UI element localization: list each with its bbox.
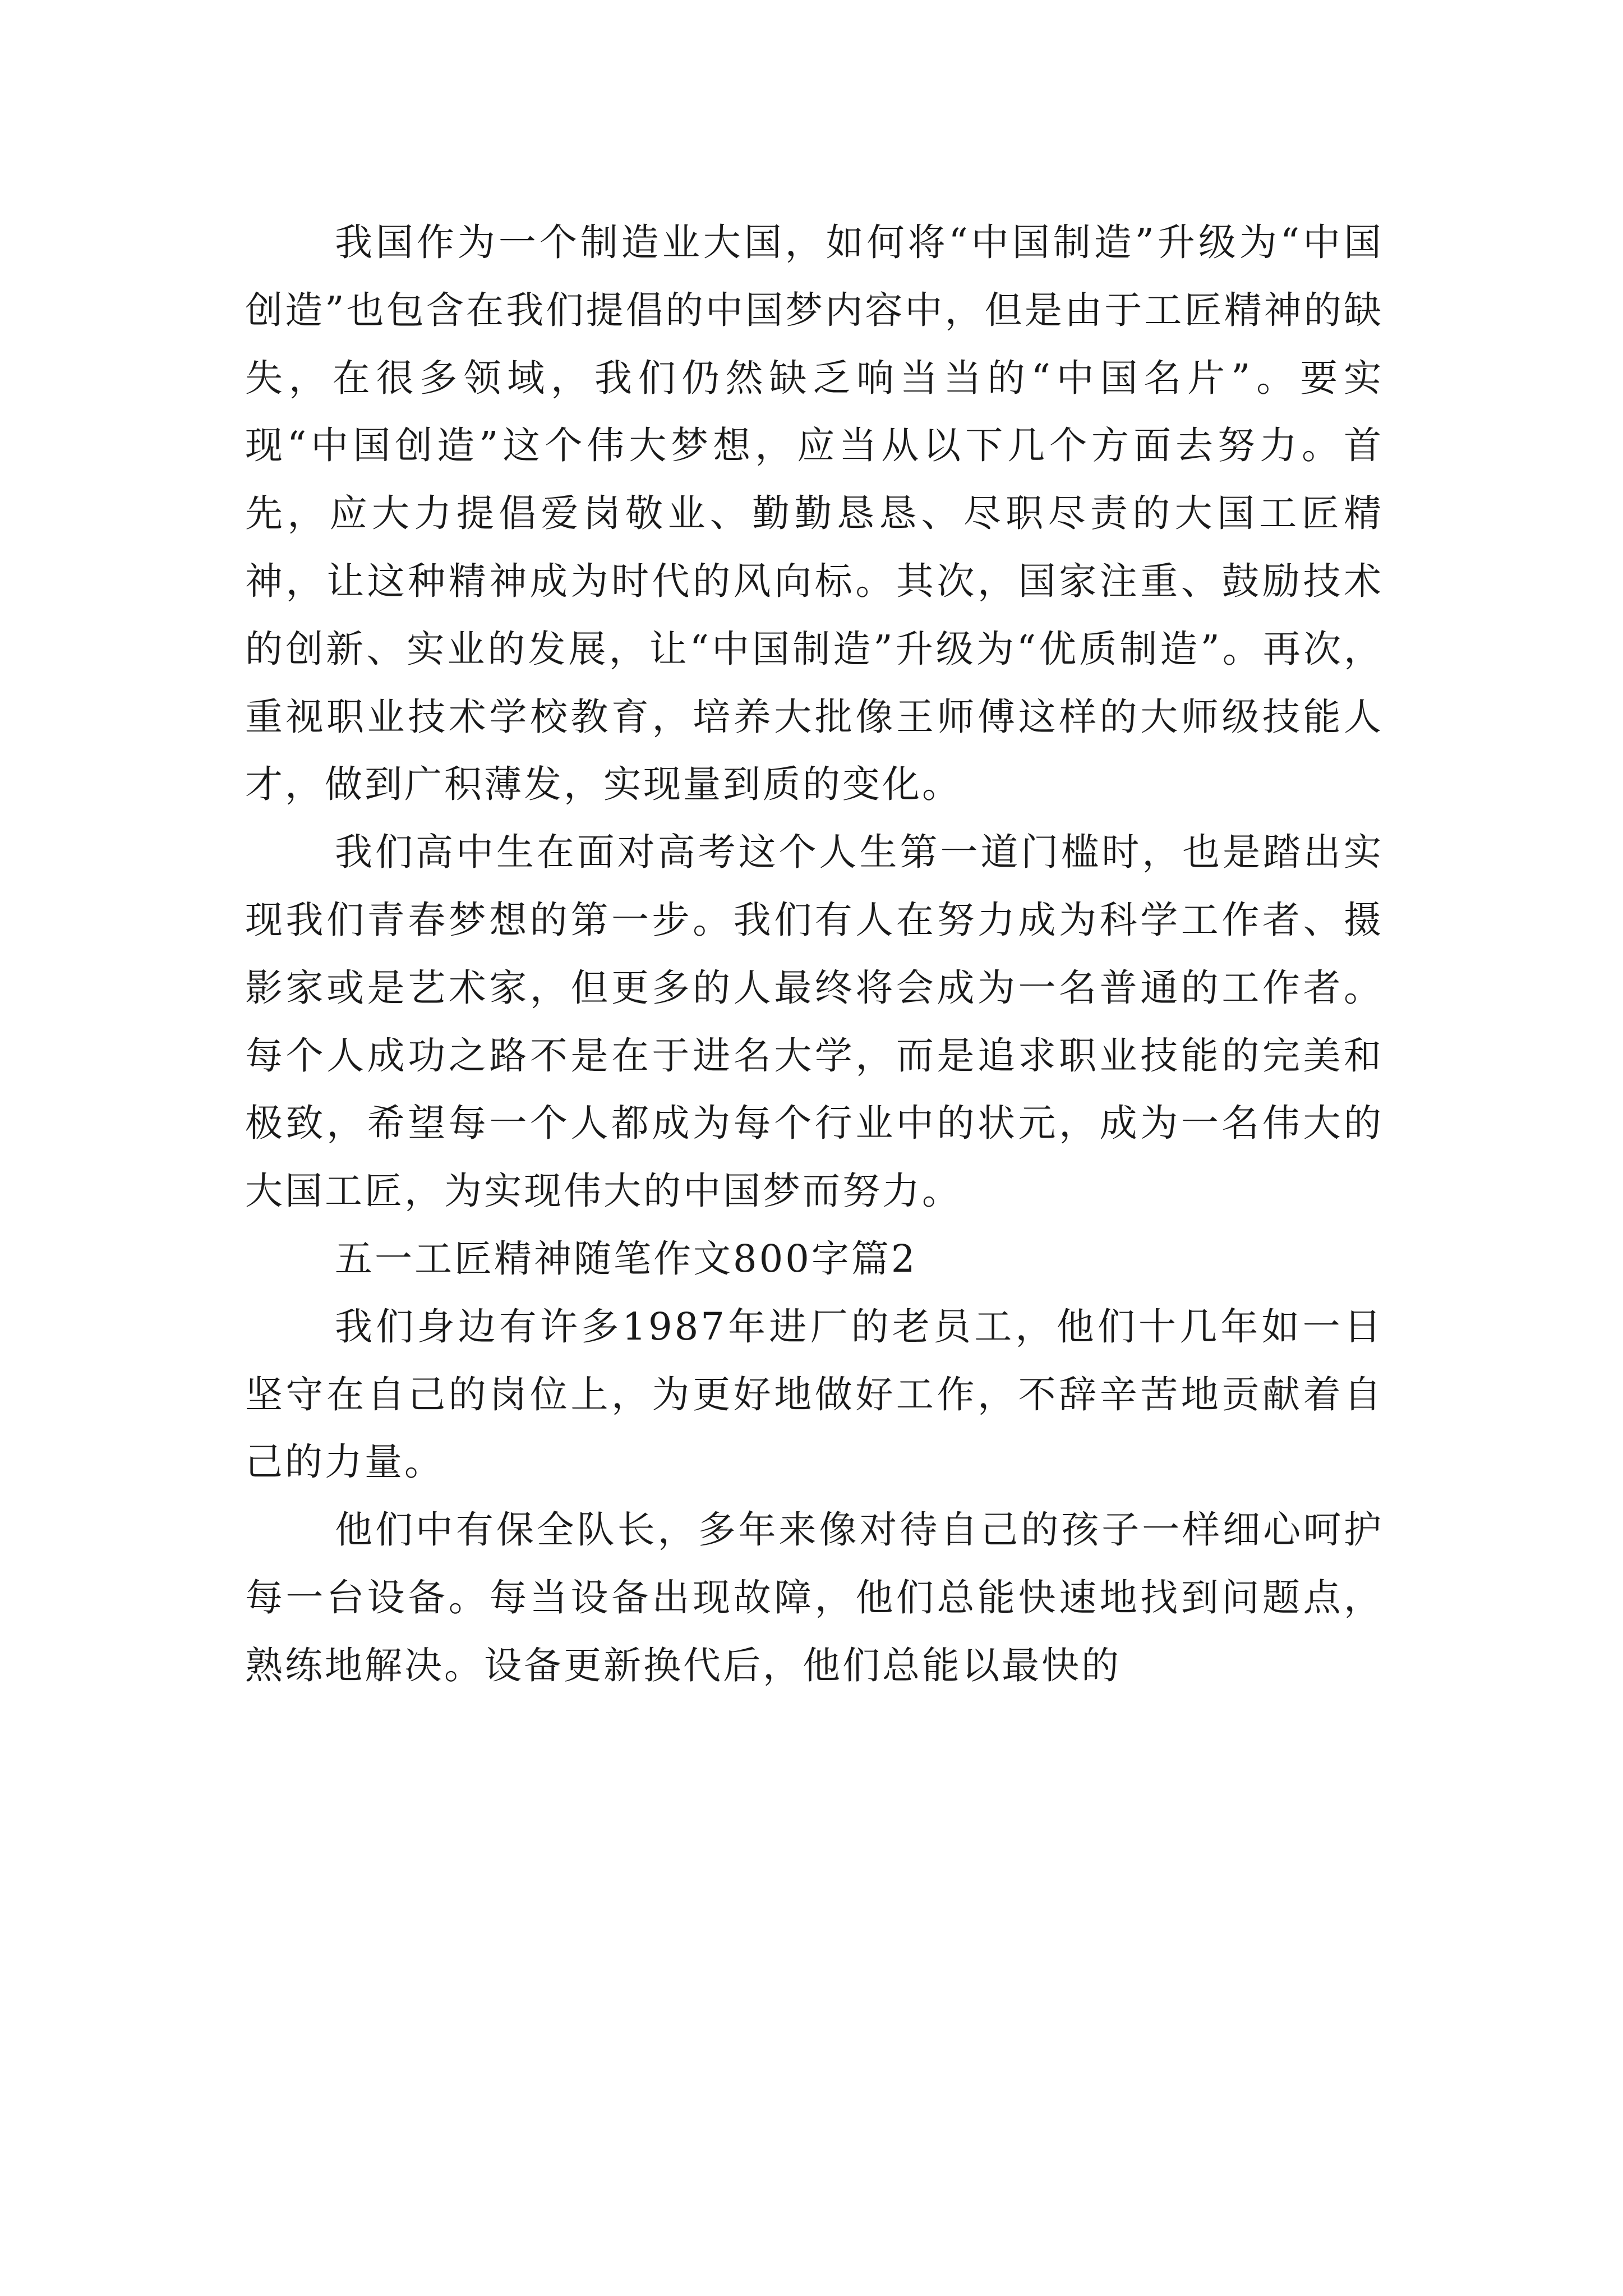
paragraph-maintenance-lead: 他们中有保全队长，多年来像对待自己的孩子一样细心呵护每一台设备。每当设备出现故障，他们总能快速地找到问题点，熟练地解决。设备更新换代后，他们总能以最快的 <box>245 1508 1384 1687</box>
section-heading: 五一工匠精神随笔作文800字篇2 <box>335 1236 917 1281</box>
paragraph-students: 我们高中生在面对高考这个人生第一道门槛时，也是踏出实现我们青春梦想的第一步。我们有人在努力成为科学工作者、摄影家或是艺术家，但更多的人最终将会成为一名普通的工作者。每个人成功之路不是在于进名大学，而是追求职业技能的完美和极致，希望每一个人都成为每个行业中的状元，成为一名伟大的大国工匠，为实现伟大的中国梦而努力。 <box>245 830 1384 1213</box>
paragraph-manufacturing: 我国作为一个制造业大国，如何将“中国制造”升级为“中国创造”也包含在我们提倡的中国梦内容中，但是由于工匠精神的缺失，在很多领域，我们仍然缺乏响当当的“中国名片”。要实现“中国创造”这个伟大梦想，应当从以下几个方面去努力。首先，应大力提倡爱岗敬业、勤勤恳恳、尽职尽责的大国工匠精神，让这种精神成为时代的风向标。其次，国家注重、鼓励技术的创新、实业的发展，让“中国制造”升级为“优质制造”。再次，重视职业技术学校教育，培养大批像王师傅这样的大师级技能人才，做到广积薄发，实现量到质的变化。 <box>245 220 1384 807</box>
paragraph-veteran-staff: 我们身边有许多1987年进厂的老员工，他们十几年如一日坚守在自己的岗位上，为更好地做好工作，不辞辛苦地贡献着自己的力量。 <box>245 1304 1384 1484</box>
document-body <box>245 209 1384 1700</box>
